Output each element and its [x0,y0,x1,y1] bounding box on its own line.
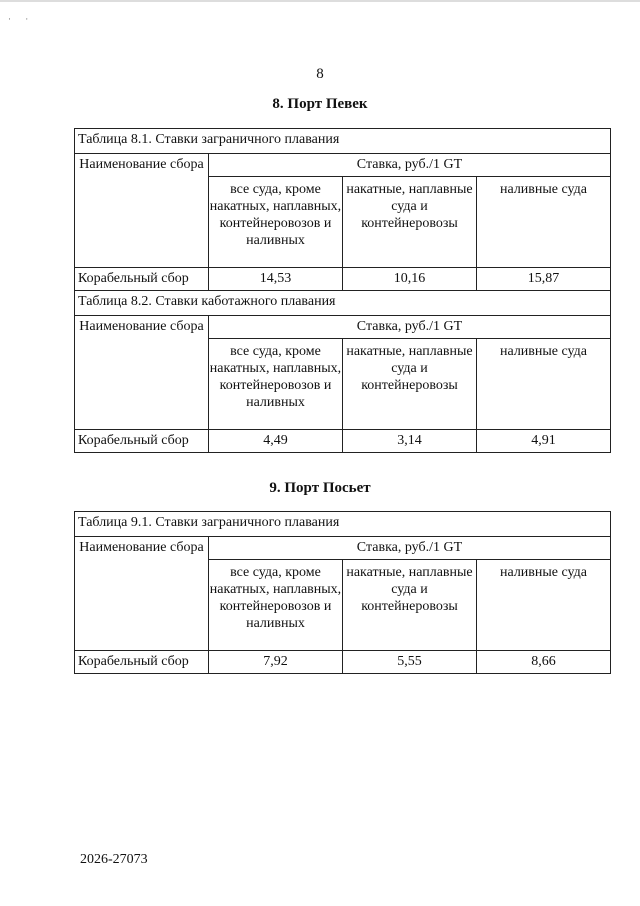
table-caption: Таблица 8.1. Ставки заграничного плавания [75,129,611,154]
column-header-tankers: наливные суда [477,177,611,268]
column-header-roro-containers: накатные, наплавные суда и контейнеровозы [343,339,477,430]
rate-header: Ставка, руб./1 GT [209,537,611,560]
fee-name-header: Наименование сбора [75,154,209,268]
column-header-tankers: наливные суда [477,339,611,430]
page-number: 8 [316,66,324,82]
fee-name-header: Наименование сбора [75,316,209,430]
rates-table-9-1 [74,511,611,674]
column-header-general-vessels: все суда, кроме накатных, наплавных, контейнеровозов и наливных [209,560,343,651]
section-title-port-pevek: 8. Порт Певек [272,96,368,112]
scan-top-edge [0,0,640,2]
column-header-roro-containers: накатные, наплавные суда и контейнеровозы [343,560,477,651]
value-general-vessels: 7,92 [209,651,343,674]
row-label-ship-fee: Корабельный сбор [75,651,209,674]
table-caption: Таблица 9.1. Ставки заграничного плавания [75,512,611,537]
value-tankers: 15,87 [477,268,611,291]
rate-header: Ставка, руб./1 GT [209,154,611,177]
rates-table-8-1 [74,128,611,453]
value-tankers: 8,66 [477,651,611,674]
value-tankers: 4,91 [477,430,611,453]
value-general-vessels: 4,49 [209,430,343,453]
section-title-port-posyet: 9. Порт Посьет [269,480,371,496]
row-label-ship-fee: Корабельный сбор [75,430,209,453]
value-roro-containers: 5,55 [343,651,477,674]
rate-header: Ставка, руб./1 GT [209,316,611,339]
column-header-roro-containers: накатные, наплавные суда и контейнеровозы [343,177,477,268]
value-general-vessels: 14,53 [209,268,343,291]
row-label-ship-fee: Корабельный сбор [75,268,209,291]
fee-name-header: Наименование сбора [75,537,209,651]
value-roro-containers: 10,16 [343,268,477,291]
column-header-general-vessels: все суда, кроме накатных, наплавных, контейнеровозов и наливных [209,339,343,430]
table-caption: Таблица 8.2. Ставки каботажного плавания [75,291,611,316]
document-code: 2026-27073 [80,852,148,867]
column-header-general-vessels: все суда, кроме накатных, наплавных, контейнеровозов и наливных [209,177,343,268]
column-header-tankers: наливные суда [477,560,611,651]
scan-corner-marks: · · [8,14,35,24]
value-roro-containers: 3,14 [343,430,477,453]
